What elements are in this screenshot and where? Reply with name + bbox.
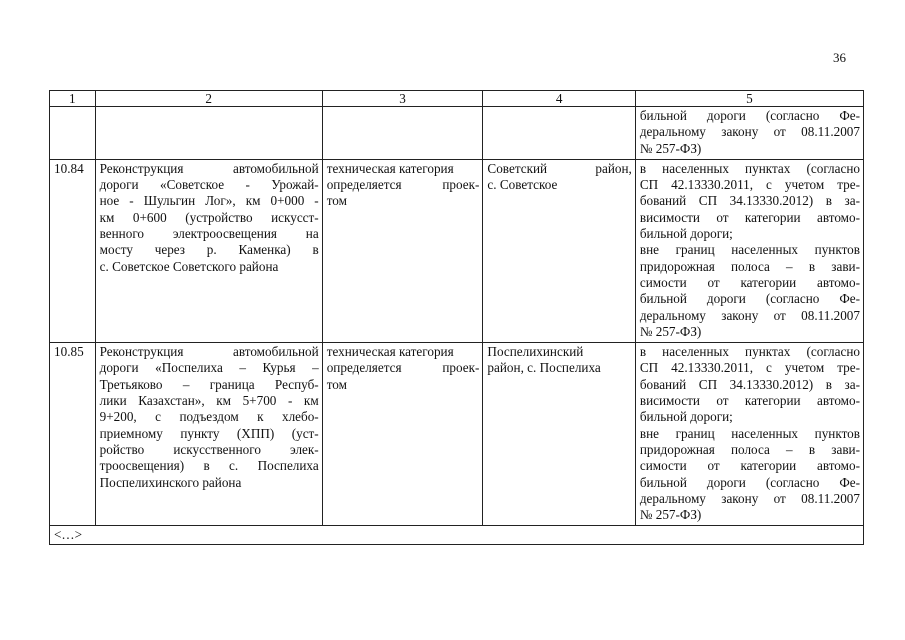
text-line: придорожная полоса – в зави- bbox=[639, 258, 860, 274]
location-cell bbox=[483, 159, 635, 342]
text-line: вне границ населенных пунктов bbox=[639, 425, 860, 441]
text-line: в населенных пунктах (согласно bbox=[639, 344, 860, 360]
text-line: № 257-ФЗ) bbox=[639, 507, 702, 523]
text-line: деральному закону от 08.11.2007 bbox=[639, 307, 860, 323]
header-cell: 3 bbox=[322, 91, 483, 107]
category-cell bbox=[322, 343, 483, 526]
text-line: Поспелихинский bbox=[487, 344, 584, 360]
table-cell bbox=[50, 107, 96, 160]
text-line: приемному пункту (ХПП) (уст- bbox=[99, 425, 319, 441]
text-line: ройство искусственного элек- bbox=[99, 441, 319, 457]
text-line: том bbox=[326, 193, 347, 209]
text-line: том bbox=[326, 376, 347, 392]
text-line: 9+200, с подъездом к хлебо- bbox=[99, 409, 319, 425]
header-cell: 5 bbox=[635, 91, 863, 107]
text-line: бильной дороги; bbox=[639, 226, 733, 242]
text-line: лики Казахстан», км 5+700 - км bbox=[99, 393, 319, 409]
text-line: в населенных пунктах (согласно bbox=[639, 160, 860, 176]
location-cell bbox=[483, 343, 635, 526]
description-cell bbox=[95, 343, 322, 526]
text-line: Реконструкция автомобильной bbox=[99, 160, 319, 176]
text-line: придорожная полоса – в зави- bbox=[639, 441, 860, 457]
text-line: деральному закону от 08.11.2007 bbox=[639, 124, 860, 140]
header-cell: 1 bbox=[50, 91, 96, 107]
table-cell bbox=[322, 107, 483, 160]
zone-cell bbox=[635, 343, 863, 526]
text-line: бильной дороги; bbox=[639, 409, 733, 425]
text-line: бований СП 34.13330.2012) в за- bbox=[639, 193, 860, 209]
page-number: 36 bbox=[833, 50, 846, 65]
text-line: Поспелихинского района bbox=[99, 474, 242, 490]
text-line: венного электроосвещения на bbox=[99, 226, 319, 242]
header-cell: 4 bbox=[483, 91, 635, 107]
text-line: км 0+600 (устройство искусст- bbox=[99, 209, 319, 225]
text-line: район, с. Поспелиха bbox=[487, 360, 601, 376]
text-line: бильной дороги (согласно Фе- bbox=[639, 474, 860, 490]
table-cell bbox=[483, 107, 635, 160]
text-line: висимости от категории автомо- bbox=[639, 393, 860, 409]
text-line: техническая категория bbox=[326, 344, 454, 360]
row-number: 10.84 bbox=[50, 159, 96, 342]
text-line: техническая категория bbox=[326, 160, 454, 176]
text-line: мосту через р. Каменка) в bbox=[99, 242, 319, 258]
category-cell bbox=[322, 159, 483, 342]
text-line: деральному закону от 08.11.2007 bbox=[639, 490, 860, 506]
table-row bbox=[50, 159, 864, 342]
table-row bbox=[50, 343, 864, 526]
text-line: Реконструкция автомобильной bbox=[99, 344, 319, 360]
text-line: № 257-ФЗ) bbox=[639, 323, 702, 339]
table-header-row bbox=[50, 91, 864, 107]
text-line: СП 42.13330.2011, с учетом тре- bbox=[639, 360, 860, 376]
zone-cell bbox=[635, 159, 863, 342]
text-line: определяется проек- bbox=[326, 177, 480, 193]
text-line: симости от категории автомо- bbox=[639, 458, 860, 474]
text-line: ное - Шульгин Лог», км 0+000 - bbox=[99, 193, 319, 209]
text-line: Третьяково – граница Респуб- bbox=[99, 376, 319, 392]
row-number: 10.85 bbox=[50, 343, 96, 526]
planning-table bbox=[49, 90, 864, 545]
text-line: Советский район, bbox=[487, 160, 632, 176]
ellipsis-cell: <…> bbox=[50, 526, 864, 545]
text-line: троосвещения) в с. Поспелиха bbox=[99, 458, 319, 474]
text-line: вне границ населенных пунктов bbox=[639, 242, 860, 258]
text-line: дороги «Советское - Урожай- bbox=[99, 177, 319, 193]
text-line: СП 42.13330.2011, с учетом тре- bbox=[639, 177, 860, 193]
text-line: бильной дороги (согласно Фе- bbox=[639, 108, 860, 123]
text-line: бильной дороги (согласно Фе- bbox=[639, 291, 860, 307]
text-line: с. Советское Советского района bbox=[99, 258, 279, 274]
text-line: определяется проек- bbox=[326, 360, 480, 376]
text-line: № 257-ФЗ) bbox=[639, 140, 702, 156]
table-cell bbox=[95, 107, 322, 160]
zone-cell bbox=[635, 107, 863, 160]
table-footer-row bbox=[50, 526, 864, 545]
text-line: с. Советское bbox=[487, 177, 558, 193]
header-cell: 2 bbox=[95, 91, 322, 107]
text-line: бований СП 34.13330.2012) в за- bbox=[639, 376, 860, 392]
description-cell bbox=[95, 159, 322, 342]
continuation-row bbox=[50, 107, 864, 160]
text-line: дороги «Поспелиха – Курья – bbox=[99, 360, 319, 376]
text-line: симости от категории автомо- bbox=[639, 274, 860, 290]
text-line: висимости от категории автомо- bbox=[639, 209, 860, 225]
